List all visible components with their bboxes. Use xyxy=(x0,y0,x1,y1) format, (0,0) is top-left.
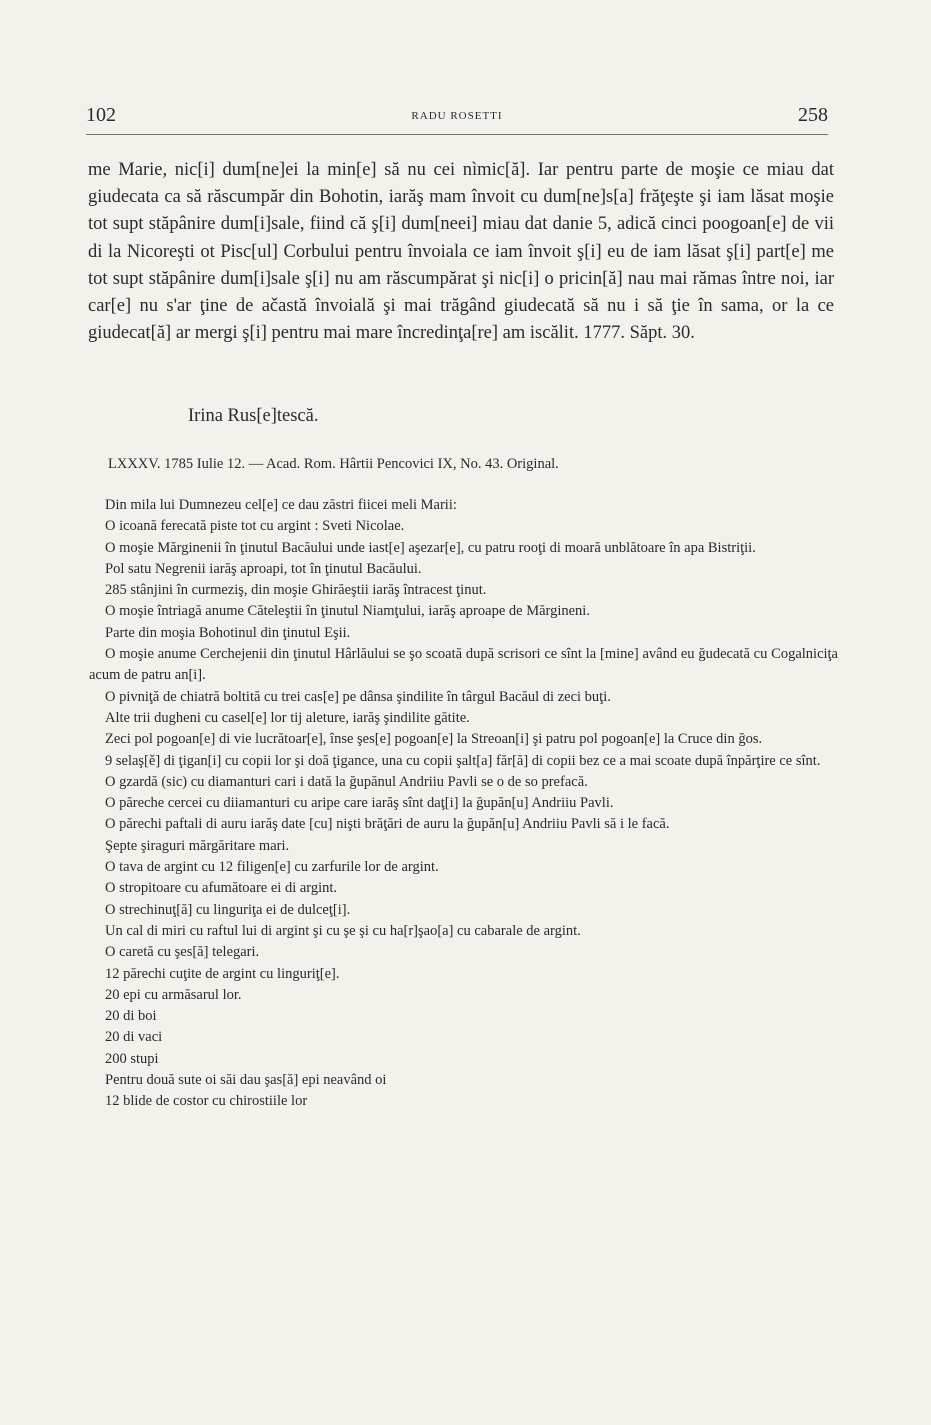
document-line: Alte trii dugheni cu casel[e] lor tij aleture, iarăş şindilite gătite. xyxy=(105,709,470,726)
document-line: Parte din moşia Bohotinul din ţinutul Eşii. xyxy=(105,624,351,641)
document-line: O caretă cu şes[ă] telegari. xyxy=(105,944,260,961)
document-line: O icoană ferecată piste tot cu argint : Sveti Nicolae. xyxy=(105,518,405,535)
running-title: RADU ROSETTI xyxy=(411,110,503,122)
previous-document-paragraph: me Marie, nic[i] dum[ne]ei la min[e] să nu cei nìmic[ă]. Iar pentru parte de moşie ce miau dat giudecata ca să răscumpăr din Bohotin, iarăş mam învoit cu dum[ne]s[a] frăţeşte şi iam lăsat moşie tot supt stăpânire dum[i]sale, fiind că ş[i] dum[neei] miau dat danie 5, adică cinci poogoan[e] de vii di la Nicoreşti ot Pisc[ul] Corbului pentru învoiala ce iam învoit ş[i] eu de iam lăsat ş[i] part[e] me tot supt stăpânire dum[i]sale ş[i] nu am răscumpărat şi nic[i] o pricin[ă] nau mai rămas între noi, iar car[e] nu s'ar ţine de ačastă învoială şi mai trăgând giudecată să nu i să ţie în sama, or la ce giudecat[ă] ar mergi ş[i] pentru mai mare încredinţa[re] am iscălit. 1777. Săpt. 30. xyxy=(88,160,834,344)
document-line: Din mila lui Dumnezeu cel[e] ce dau zăstri fiicei meli Marii: xyxy=(105,497,457,513)
document-line: Zeci pol pogoan[e] di vie lucrătoar[e], înse şes[e] pogoan[e] la Streoan[i] şi patru pol pogoan[e] la Cruce din ğos. xyxy=(105,731,763,748)
page-number-right: 258 xyxy=(798,104,828,126)
document-line: O strechinuţ[ă] cu linguriţa ei de dulceţ[i]. xyxy=(105,901,351,918)
document-body xyxy=(89,495,838,1113)
document-line: 20 di vaci xyxy=(105,1029,163,1046)
document-line: 20 epi cu armăsarul lor. xyxy=(105,986,242,1003)
page-header xyxy=(86,104,828,135)
document-line: Şepte şiraguri mărgăritare mari. xyxy=(105,837,290,854)
document-line: Pol satu Negrenii iarăş aproapi, tot în ţinutul Bacăului. xyxy=(105,560,422,577)
document-line: O părechi paftali di auru iarăş date [cu] nişti brăţări de auru la ğupăn[u] Andriiu Pavli să i le facă. xyxy=(105,816,670,833)
signature: Irina Rus[e]tescă. xyxy=(188,406,319,426)
document-line: 9 selaş[ě] di ţigan[i] cu copii lor şi doă ţigance, una cu copii şalt[a] făr[ă] di copii bez ce a mai scoate după înpărţire ce sînt. xyxy=(105,752,821,769)
document-line: 200 stupi xyxy=(105,1050,159,1067)
document-line: O stropitoare cu afumătoare ei di argint. xyxy=(105,880,338,897)
page-number-left: 102 xyxy=(86,104,116,126)
document-line: 20 di boi xyxy=(105,1008,157,1025)
document-header: LXXXV. 1785 Iulie 12. — Acad. Rom. Hârtii Pencovici IX, No. 43. Original. xyxy=(108,456,559,472)
document-line: O tava de argint cu 12 filigen[e] cu zarfurile lor de argint. xyxy=(105,859,439,876)
document-line: Un cal di miri cu raftul lui di argint şi cu şe şi cu ha[r]şao[a] cu cabarale de argint. xyxy=(105,922,581,939)
document-line: 12 blide de costor cu chirostiile lor xyxy=(105,1093,308,1110)
document-line: O pivniţă de chiatră boltită cu trei cas[e] pe dânsa şindilite în târgul Bacăul di zeci buţi. xyxy=(105,688,611,705)
document-line: O moşie Mărginenii în ţinutul Bacăului unde iast[e] aşezar[e], cu patru rooţi di moară unblătoare în apa Bistriţii. xyxy=(105,539,756,556)
document-line: O moşie întriagă anume Căteleştii în ţinutul Niamţului, iarăş aproape de Mărgineni. xyxy=(105,603,590,620)
document-line: O moşie anume Cerchejenii din ţinutul Hârlăului se şo scoată după scrisori ce sînt la [mine] având eu ğudecată cu Cogalniciţa acum de patru an[i]. xyxy=(89,646,838,684)
document-line: O păreche cercei cu diiamanturi cu aripe care iarăş sînt daţ[i] la ğupăn[u] Andriiu Pavli. xyxy=(105,795,614,812)
document-line: 285 stânjini în curmeziş, din moşie Ghirăeştii iarăş întracest ţinut. xyxy=(105,582,487,599)
previous-document-text xyxy=(88,157,834,347)
document-line: 12 părechi cuţite de argint cu linguriţ[e]. xyxy=(105,965,340,982)
document-line: Pentru două sute oi săi dau şas[ă] epi neavând oi xyxy=(105,1072,387,1089)
document-line: O gzardă (sic) cu diamanturi cari i dată la ğupănul Andriiu Pavli se o de so prefacă. xyxy=(105,773,588,790)
